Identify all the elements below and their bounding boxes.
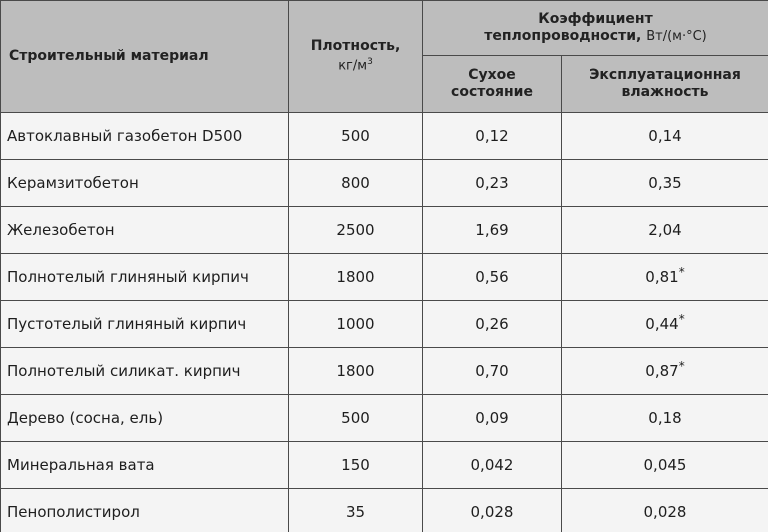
dry-value-cell: 0,23 bbox=[423, 160, 562, 207]
dry-state-column-header bbox=[423, 56, 562, 113]
dry-value-cell: 0,042 bbox=[423, 442, 562, 489]
dry-value-cell: 0,70 bbox=[423, 348, 562, 395]
table-body bbox=[1, 113, 768, 532]
density-cell: 2500 bbox=[289, 207, 423, 254]
footnote-asterisk: * bbox=[678, 265, 685, 279]
density-cell: 500 bbox=[289, 113, 423, 160]
material-name-cell: Пенополистирол bbox=[1, 489, 289, 532]
operational-value-cell bbox=[562, 442, 768, 489]
operational-value: 2,04 bbox=[648, 221, 682, 239]
density-cell: 150 bbox=[289, 442, 423, 489]
operational-value: 0,18 bbox=[648, 409, 682, 427]
density-cell: 1800 bbox=[289, 348, 423, 395]
material-name-cell: Дерево (сосна, ель) bbox=[1, 395, 289, 442]
density-cell: 1800 bbox=[289, 254, 423, 301]
dry-value-cell: 0,26 bbox=[423, 301, 562, 348]
conductivity-group-header bbox=[423, 1, 768, 56]
density-unit bbox=[289, 57, 422, 75]
table-row bbox=[1, 254, 768, 301]
operational-value: 0,35 bbox=[648, 174, 682, 192]
operational-value-cell bbox=[562, 348, 768, 395]
operational-value-cell bbox=[562, 489, 768, 532]
table-row bbox=[1, 207, 768, 254]
operational-value: 0,028 bbox=[643, 503, 687, 521]
table-row bbox=[1, 160, 768, 207]
dry-value-cell: 0,09 bbox=[423, 395, 562, 442]
dry-header-line2: состояние bbox=[451, 84, 533, 100]
operational-value: 0,14 bbox=[648, 127, 682, 145]
table-header bbox=[1, 1, 768, 113]
conductivity-title-line1: Коэффициент bbox=[538, 10, 653, 27]
operational-value-cell bbox=[562, 160, 768, 207]
oper-header-line2: влажность bbox=[621, 84, 709, 100]
table-row bbox=[1, 442, 768, 489]
table-row bbox=[1, 113, 768, 160]
operational-value-cell bbox=[562, 113, 768, 160]
material-name-cell: Керамзитобетон bbox=[1, 160, 289, 207]
operational-value-cell bbox=[562, 207, 768, 254]
density-unit-base: кг/м bbox=[338, 58, 368, 74]
density-cell: 500 bbox=[289, 395, 423, 442]
operational-value-cell bbox=[562, 395, 768, 442]
operational-value: 0,44 bbox=[645, 315, 679, 333]
material-name-cell: Пустотелый глиняный кирпич bbox=[1, 301, 289, 348]
oper-header-line1: Эксплуатационная bbox=[589, 66, 741, 83]
material-name-cell: Железобетон bbox=[1, 207, 289, 254]
material-name-cell: Полнотелый силикат. кирпич bbox=[1, 348, 289, 395]
dry-value-cell: 0,12 bbox=[423, 113, 562, 160]
density-header-label: Плотность, bbox=[310, 37, 401, 54]
operational-value: 0,045 bbox=[643, 456, 687, 474]
table-row bbox=[1, 348, 768, 395]
table-row bbox=[1, 301, 768, 348]
conductivity-unit: Вт/(м·°С) bbox=[646, 29, 707, 44]
material-header-label: Строительный материал bbox=[9, 47, 209, 64]
operational-value-cell bbox=[562, 301, 768, 348]
density-cell: 35 bbox=[289, 489, 423, 532]
dry-header-line1: Сухое bbox=[468, 66, 516, 83]
conductivity-title-line2: теплопроводности, bbox=[484, 28, 642, 44]
density-cell: 800 bbox=[289, 160, 423, 207]
density-unit-exponent: 3 bbox=[367, 57, 373, 68]
material-name-cell: Минеральная вата bbox=[1, 442, 289, 489]
dry-value-cell: 0,56 bbox=[423, 254, 562, 301]
table-row bbox=[1, 395, 768, 442]
material-name-cell: Полнотелый глиняный кирпич bbox=[1, 254, 289, 301]
material-column-header bbox=[1, 1, 289, 113]
material-name-cell: Автоклавный газобетон D500 bbox=[1, 113, 289, 160]
operational-humidity-column-header bbox=[562, 56, 768, 113]
dry-value-cell: 0,028 bbox=[423, 489, 562, 532]
header-row-top bbox=[1, 1, 768, 56]
density-column-header bbox=[289, 1, 423, 113]
operational-value: 0,87 bbox=[645, 362, 679, 380]
footnote-asterisk: * bbox=[678, 312, 685, 326]
dry-value-cell: 1,69 bbox=[423, 207, 562, 254]
table-row bbox=[1, 489, 768, 532]
operational-value: 0,81 bbox=[645, 268, 679, 286]
density-cell: 1000 bbox=[289, 301, 423, 348]
footnote-asterisk: * bbox=[678, 359, 685, 373]
operational-value-cell bbox=[562, 254, 768, 301]
